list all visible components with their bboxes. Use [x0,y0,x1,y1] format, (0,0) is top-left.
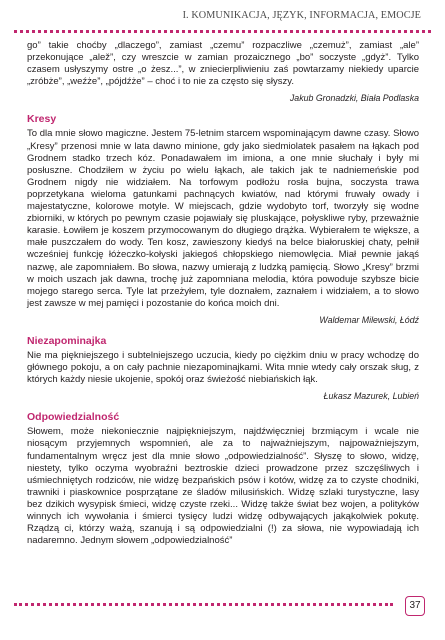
section-author-kresy: Waldemar Milewski, Łódź [319,314,419,325]
section-author: Jakub Gronadzki, Biała Podlaska [289,93,419,104]
section-title-niezapominajka: Niezapominajka [27,334,107,347]
section-title-odpowiedzialnosc: Odpowiedzialność [27,411,120,424]
section-body-kresy: To dla mnie słowo magiczne. Jestem 75-letnim starcem wspominającym dawne czasy. Słowo „Kresy” przenosi mnie w lata dawno minione, gdy jako siedmiolatek pasałem na łąkach pod Grodnem stadko trzech kóz. Ponadawałem im imiona, a one mnie słuchały i były mi posłuszne. Chodziłem w życiu po wielu łąkach, ale takich jak te nadniemeńskie pod Grodnem nigdy nie widziałem. Na torfowym podłożu rosła bujna, soczysta trawa poprzetykana wieloma gatunkami pachnących kwiatów, nad którymi fruwały owady i majestatyczne, kolorowe motyle. W miejscach, gdzie wydobyto torf, tworzyły się wodne zbiorniki, w których po pewnym czasie pojawiały się pluskające, połyskliwe ryby, przeważnie karasie. Łowiłem je koszem przymocowanym do długiego drążka. Wybierałem te większe, a małe puszczałem do wody. Ten kosz, zawieszony kiedyś na belce białoruskiej chaty, pełnił wcześniej funkcję łóżeczko-kołyski jakiegoś chłopskiego niemowlęcia. Miał pewnie jakąś nazwę, ale zapomniałem. Bo słowa, nazwy umierają z ludzką pamięcią. Słowo „Kresy” brzmi w moich uszach jak dawna, trochę już zapomniana melodia, która powoduje szybsze bicie mojego starego serca. Tyle lat przeżyłem, tyle doznałem, zaznałem i widziałem, a to słowo jest zawsze w mej pamięci i pozostanie do końca moich dni. [27,128,419,309]
section-body-odpowiedzialnosc: Słowem, może niekoniecznie najpiękniejszym, najdźwięczniej brzmiącym i wcale nie niosącym przyjemnych wspomnień, ale za to najważniejszym, najpoważniejszym, fundamentalnym wręcz jest dla mnie słowo „odpowiedzialność”. Słyszę to słowo, widzę, niestety, tylko oczyma wyobraźni beztroskie dzieci prowadzone przez szczęśliwych i uśmiechniętych rodziców, nie widzę bezpańskich psów i kotów, widzę za to czyste chodniki, trawniki i piaskownice posprzątane ze śladów milusińskich. Widzę szlaki turystyczne, lasy bez dzikich wysypisk śmieci, widzę czyste rzeki... Widzę także świat bez wojen, a polityków winnych ich wywołania i śmierci tysięcy ludzi widzę odbywających jakąkolwiek pokutę. Rządzą ci, którzy ważą, szanują i są odpowiedzialni (!) za słowa, nie wypowiadają ich nadaremno. Jednym słowem „odpowiedzialność” [27,426,419,547]
running-header: I. KOMUNIKACJA, JĘZYK, INFORMACJA, EMOCJE [182,10,421,21]
section-body-niezapominajka: Nie ma piękniejszego i subtelniejszego uczucia, kiedy po ciężkim dniu w pracy wchodzę do głównego pokoju, a on cały pachnie niezapominajkami. Wita mnie wtedy cały orszak sług, z których każdy niesie ukojenie, spokój oraz świeżość niebiańskich łąk. [27,349,419,386]
top-dotted-rule [14,30,431,33]
section-title-kresy: Kresy [27,113,57,126]
page-content [27,40,419,547]
bottom-dotted-rule [14,603,393,606]
section-author-niezapominajka: Łukasz Mazurek, Lubień [323,391,419,402]
section-body: go” takie choćby „dlaczego”, zamiast „czemu” rozpaczliwe „czemuż”, zamiast „ale” przekonujące „alež”, czy wreszcie w zamian prozaicznego „bo” soczyste „gdyż”. Tylko czasem usłyszymy ostre „o żesz...”, w zniecierpliwieniu zaś powtarzamy niekiedy uparcie „zróbże”, „weźże”, „pójdźże” – choć i to nie za często się słyszy. [27,40,419,88]
page-number: 37 [405,596,425,616]
